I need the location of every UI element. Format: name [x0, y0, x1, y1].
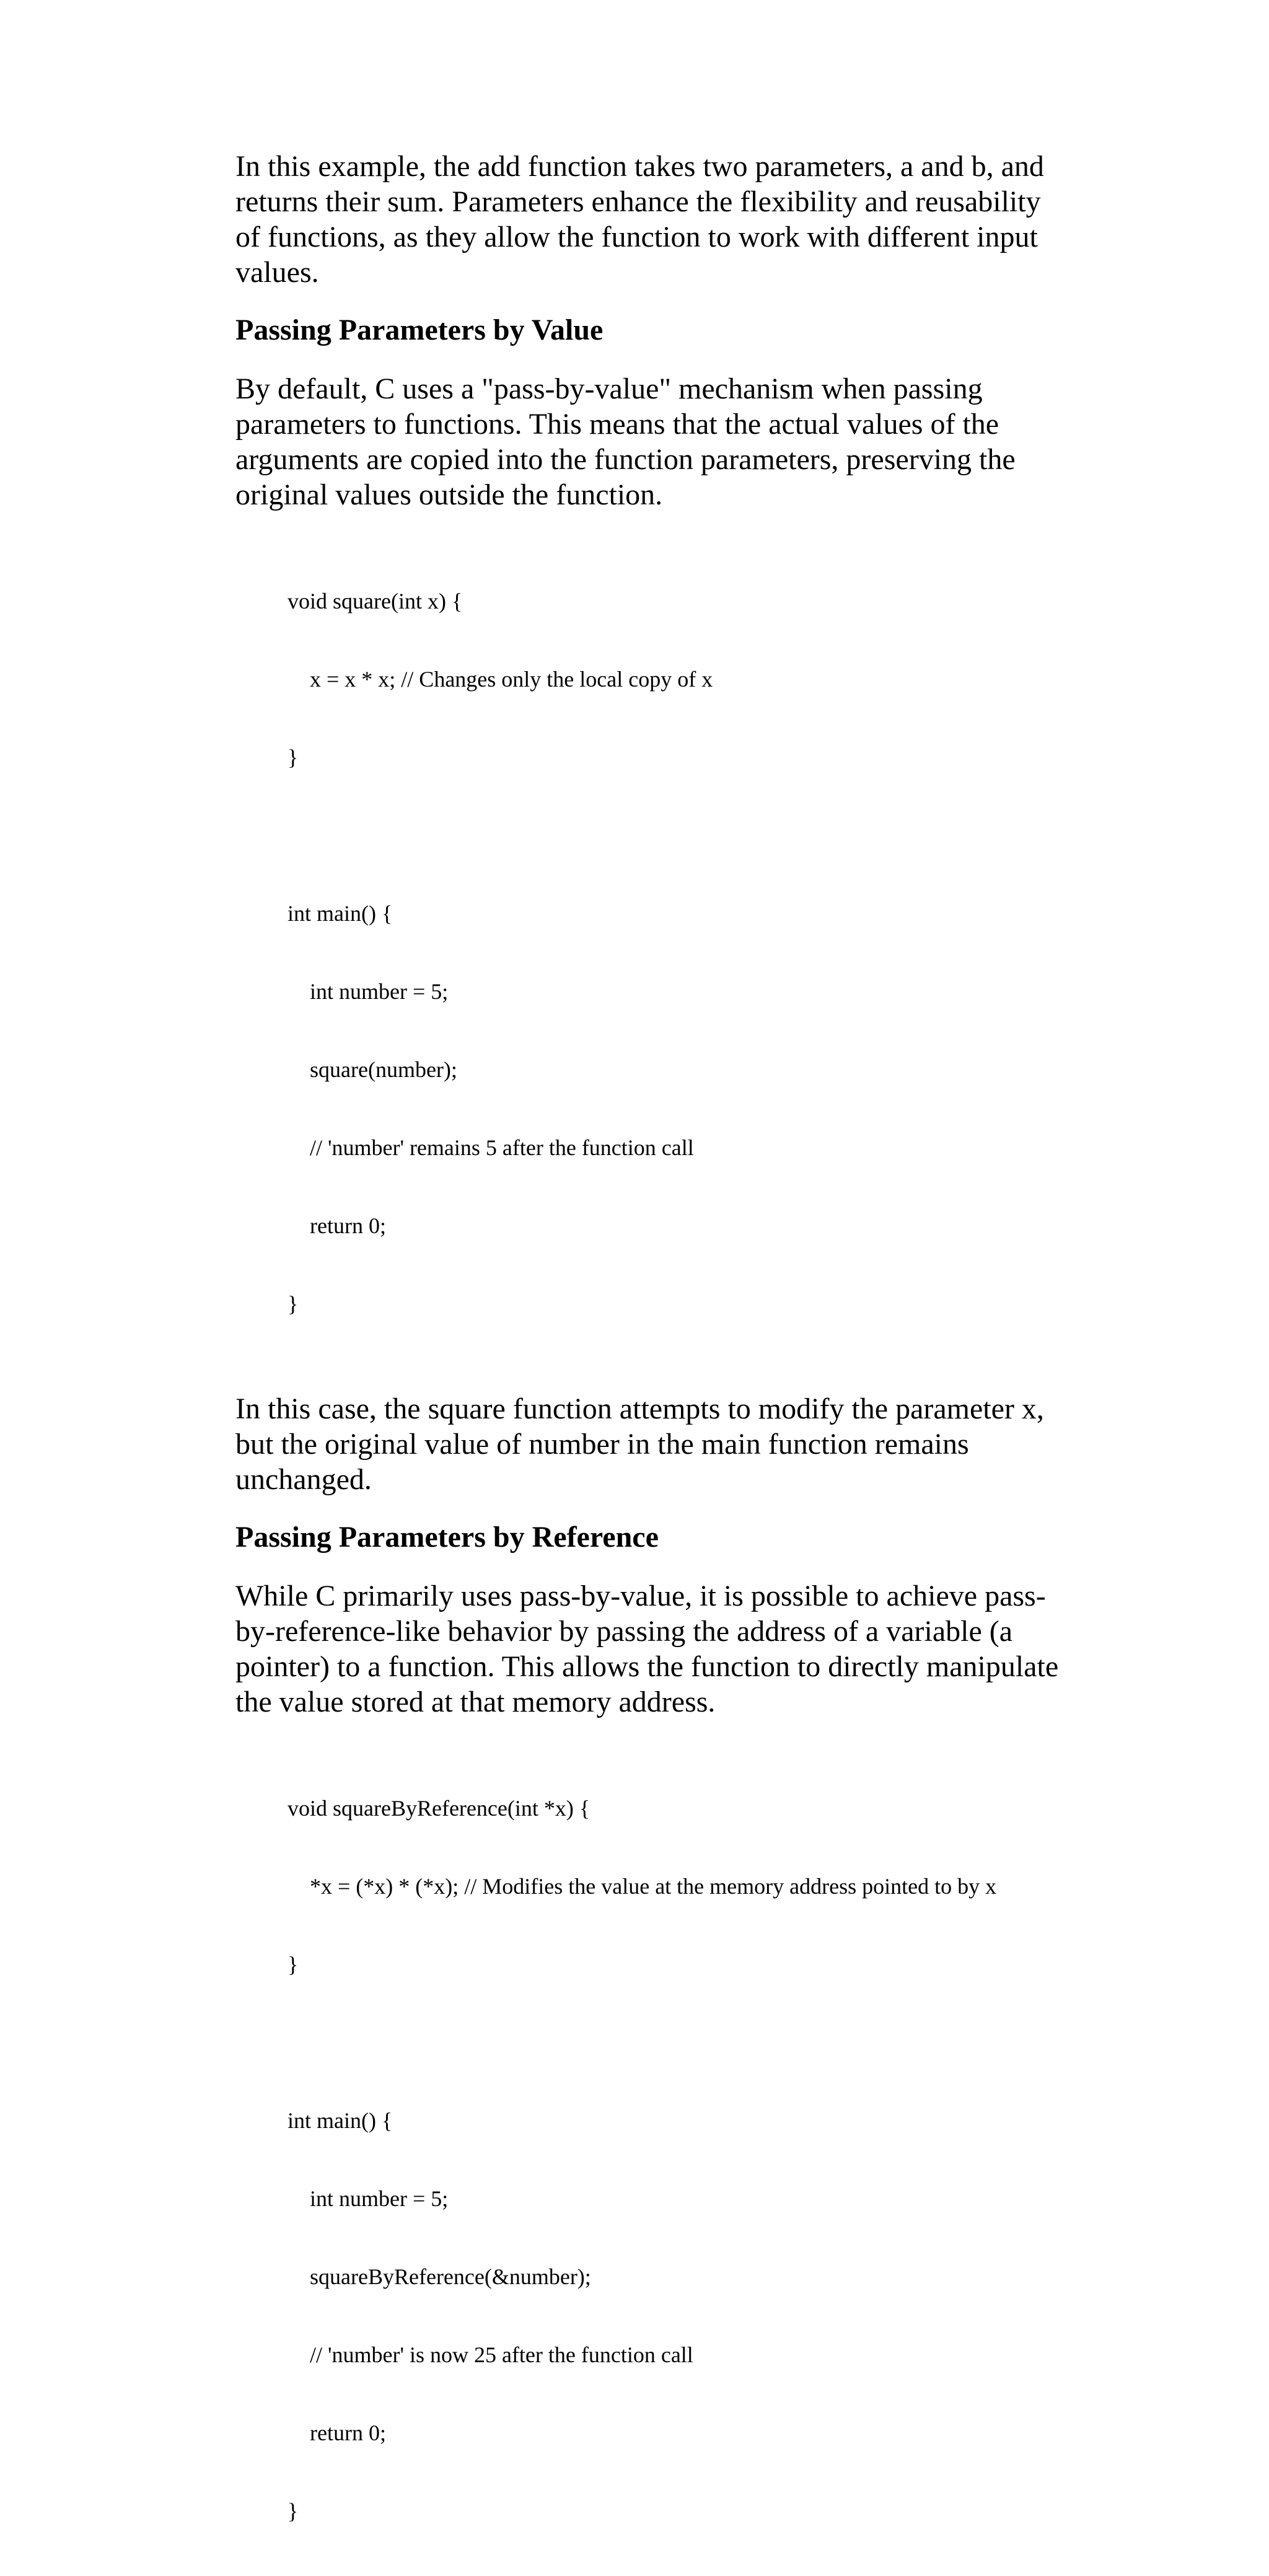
code-line: }	[288, 1952, 299, 1977]
code-block-by-value	[288, 536, 1103, 1369]
code-line: }	[288, 2499, 299, 2523]
code-line: // 'number' remains 5 after the function call	[288, 1135, 694, 1160]
code-line: int main() {	[288, 901, 393, 926]
by-value-explanation-paragraph: In this case, the square function attempts to modify the parameter x, but the original value of number in the main function remains unchanged.	[235, 1392, 1044, 1496]
code-line: return 0;	[288, 2420, 386, 2445]
code-line: void squareByReference(int *x) {	[288, 1796, 591, 1821]
code-line: return 0;	[288, 1213, 386, 1238]
code-line	[288, 2029, 1103, 2055]
section-heading-by-value: Passing Parameters by Value	[235, 314, 604, 346]
code-line: }	[288, 745, 299, 770]
code-line: x = x * x; // Changes only the local copy of x	[288, 667, 713, 692]
code-block-by-reference	[288, 1743, 1103, 2576]
code-line: square(number);	[288, 1057, 457, 1082]
code-line	[288, 822, 1103, 848]
code-line: int number = 5;	[288, 2186, 449, 2211]
section-heading-by-reference: Passing Parameters by Reference	[235, 1521, 659, 1554]
code-line: *x = (*x) * (*x); // Modifies the value at the memory address pointed to by x	[288, 1874, 997, 1899]
intro-paragraph: In this example, the add function takes two parameters, a and b, and returns their sum. Parameters enhance the flexibility and reusability of functions, as they allow the function to work with different input values.	[235, 150, 1044, 289]
code-line: int number = 5;	[288, 979, 449, 1004]
code-line: squareByReference(&number);	[288, 2264, 591, 2289]
code-line: }	[288, 1291, 299, 1316]
code-line: void square(int x) {	[288, 589, 463, 613]
document-page	[235, 149, 1103, 2576]
code-line: // 'number' is now 25 after the function call	[288, 2342, 693, 2367]
by-reference-paragraph: While C primarily uses pass-by-value, it is possible to achieve pass- by-reference-like behavior by passing the address of a variable (a pointer) to a function. This allows the function to directly manipulate the value stored at that memory address.	[235, 1580, 1059, 1718]
code-line: int main() {	[288, 2108, 393, 2133]
by-value-paragraph: By default, C uses a "pass-by-value" mechanism when passing parameters to functions. This means that the actual values of the arguments are copied into the function parameters, preserving the original values outside the function.	[235, 372, 1016, 511]
